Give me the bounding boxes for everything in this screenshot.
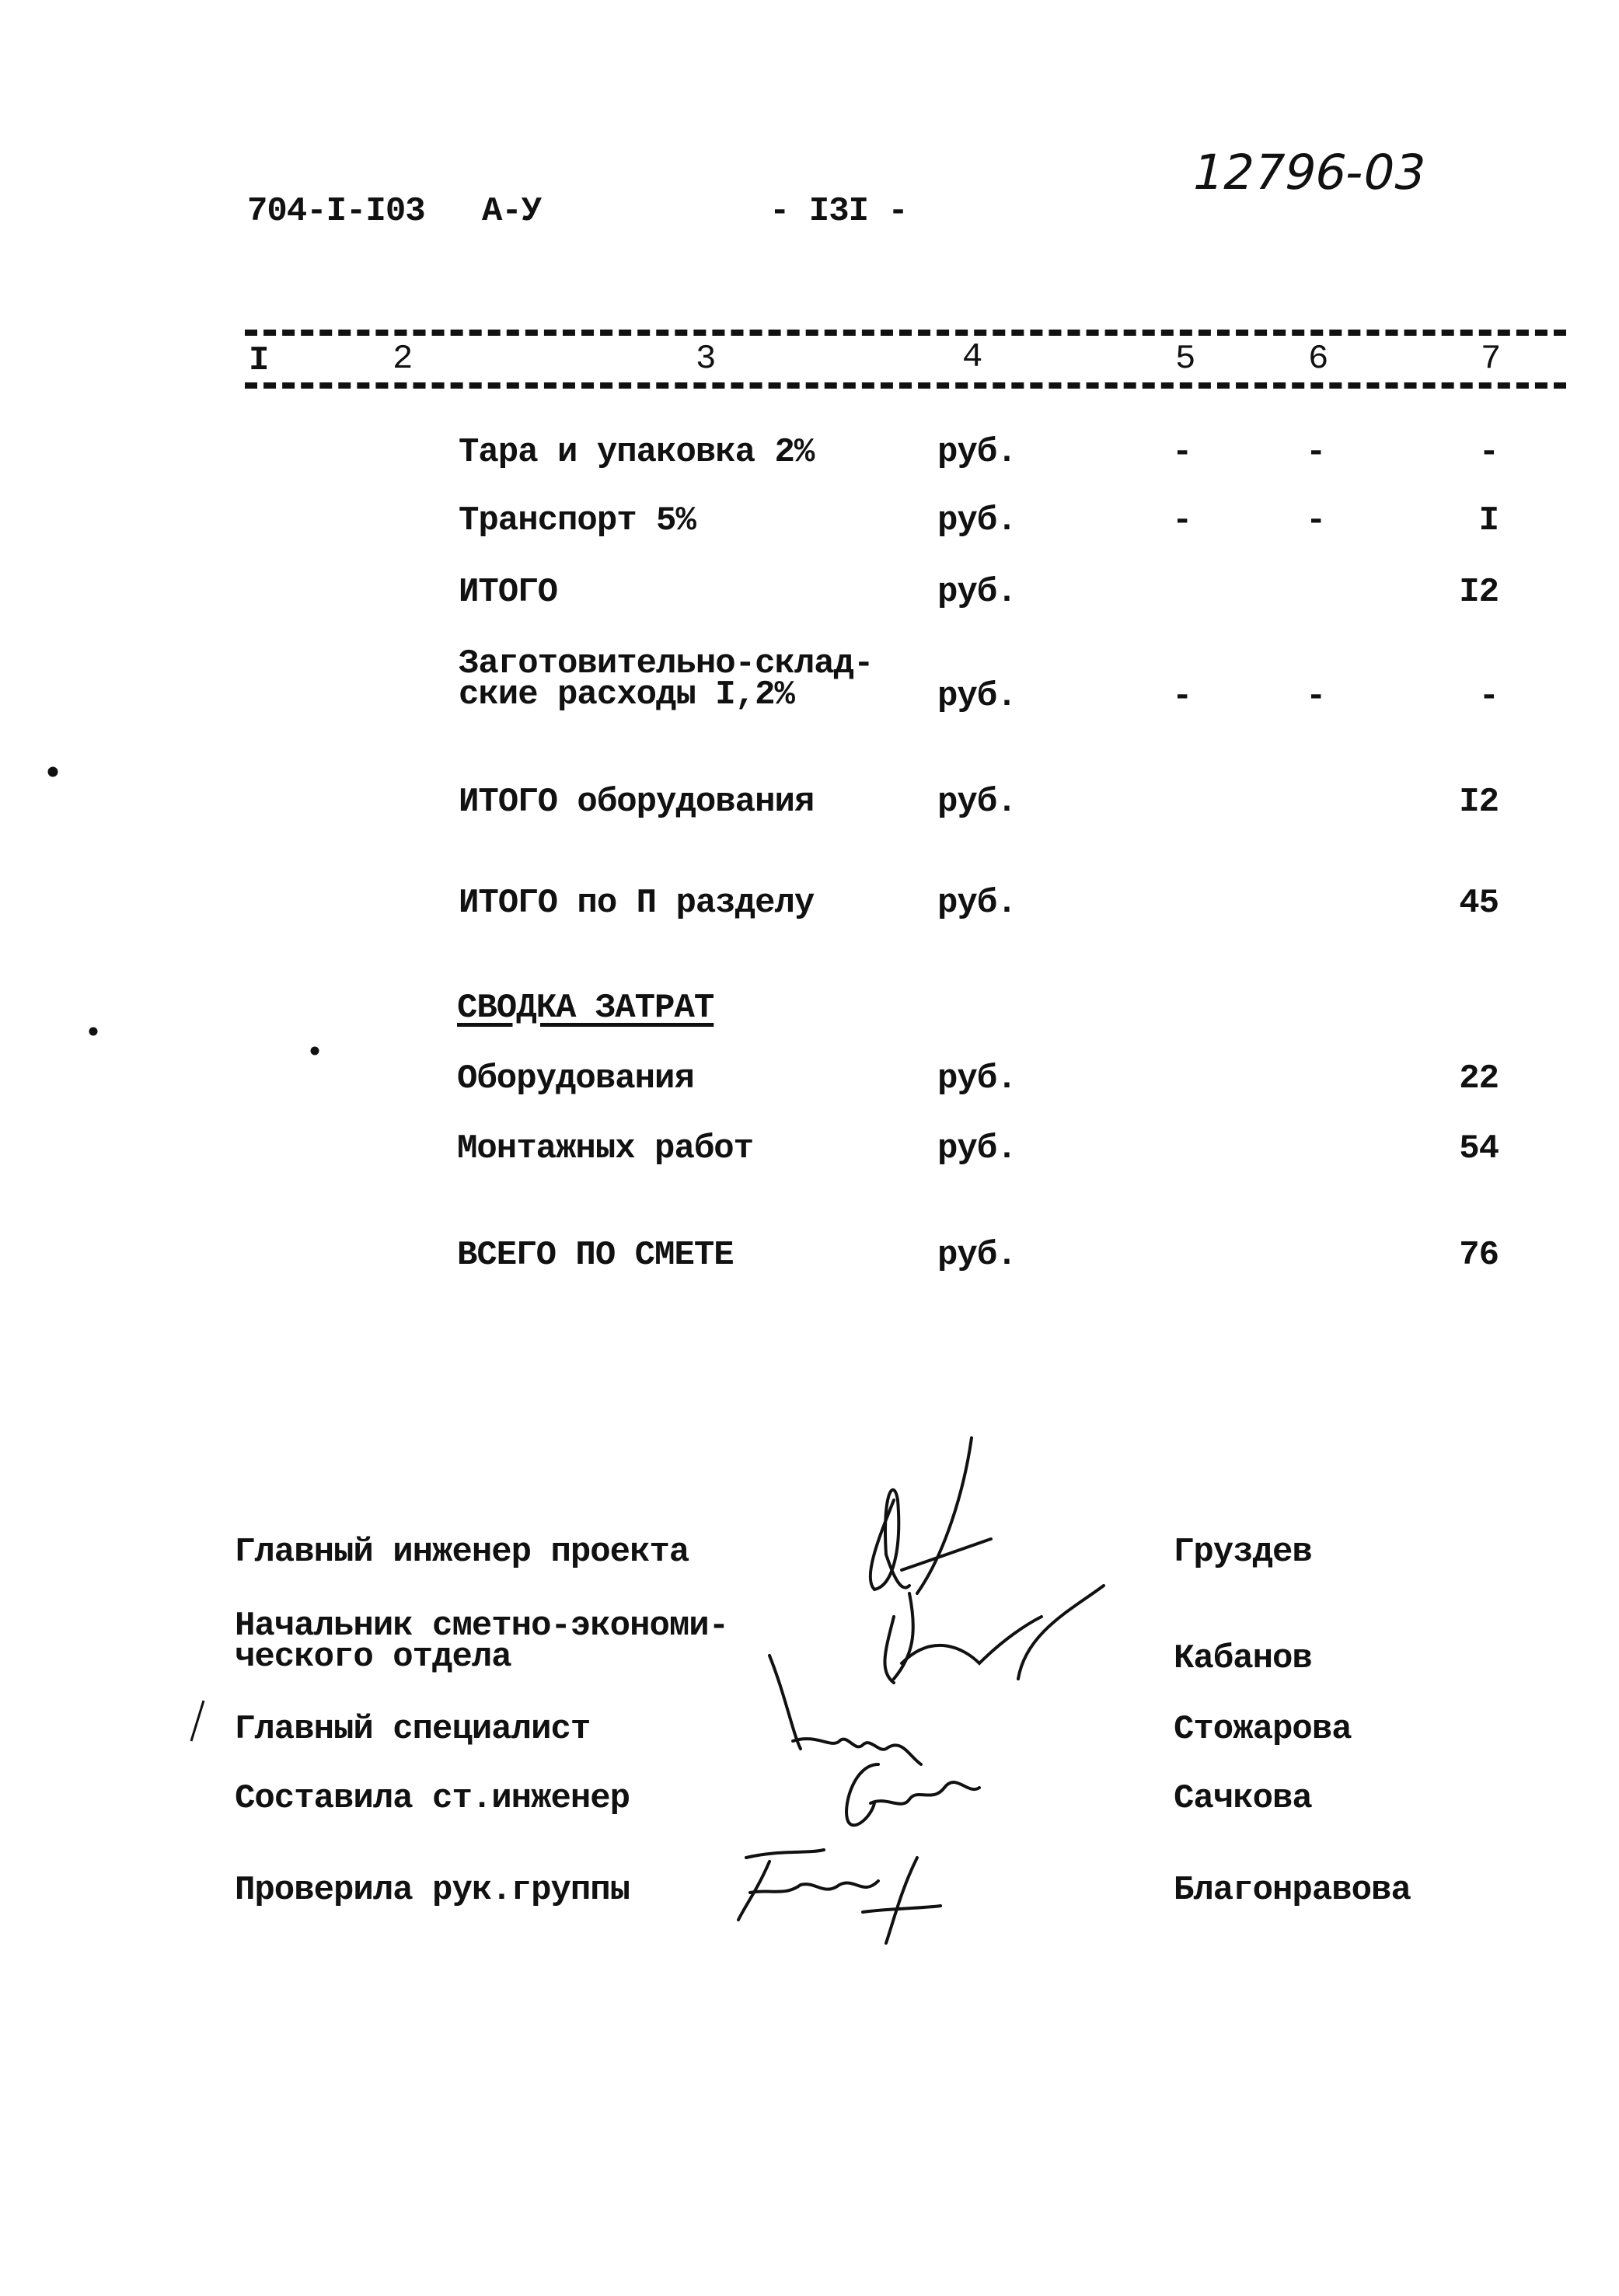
archive-number: 12796-03	[1187, 144, 1432, 201]
row-name: ИТОГО оборудования	[459, 783, 815, 822]
summary-unit: руб.	[937, 1059, 1017, 1098]
row-unit: руб.	[937, 573, 1017, 612]
row-name: ИТОГО по П разделу	[459, 884, 815, 923]
col7-value: 45	[1459, 884, 1499, 923]
column-number: 2	[393, 340, 413, 379]
row-name: Тара и упаковка 2%	[459, 433, 815, 472]
total-name: ВСЕГО ПО СМЕТЕ	[457, 1236, 734, 1275]
column-number: 6	[1308, 340, 1328, 379]
signer-role: Составила ст.инженер	[235, 1779, 630, 1818]
row-unit: руб.	[937, 501, 1017, 540]
col7-value: I2	[1459, 783, 1499, 822]
column-number: 7	[1481, 340, 1501, 379]
signer-role: Проверила рук.группы	[235, 1871, 630, 1910]
col6-value: -	[1306, 501, 1326, 540]
signer-name: Сачкова	[1174, 1779, 1312, 1818]
summary-unit: руб.	[937, 1129, 1017, 1168]
column-number: I	[249, 341, 269, 380]
column-number: 5	[1175, 340, 1195, 379]
col7-value: I	[1478, 501, 1499, 540]
col6-value: -	[1306, 677, 1326, 716]
total-unit: руб.	[937, 1236, 1017, 1275]
summary-value: 22	[1459, 1059, 1499, 1098]
col7-value: -	[1478, 677, 1499, 716]
row-name: Транспорт 5%	[459, 501, 696, 540]
column-number: 3	[696, 340, 716, 379]
album-label: А-У	[482, 192, 542, 231]
col6-value: -	[1306, 433, 1326, 472]
signer-name: Благонравова	[1174, 1871, 1411, 1910]
row-name: ИТОГО	[459, 573, 558, 612]
summary-name: Оборудования	[457, 1059, 694, 1098]
signer-role-line2: ческого отдела	[235, 1638, 511, 1677]
row-name-line1: Заготовительно-склад-	[459, 644, 874, 683]
total-value: 76	[1459, 1236, 1499, 1275]
row-unit: руб.	[937, 884, 1017, 923]
row-unit: руб.	[937, 677, 1017, 716]
signer-name: Кабанов	[1174, 1639, 1312, 1678]
summary-name: Монтажных работ	[457, 1129, 754, 1168]
signer-name: Груздев	[1174, 1533, 1312, 1572]
col5-value: -	[1172, 501, 1192, 540]
document-code: 704-I-I03	[247, 192, 425, 231]
page-number: - I3I -	[769, 192, 908, 231]
signer-role: Главный специалист	[235, 1710, 591, 1749]
summary-value: 54	[1459, 1129, 1499, 1168]
row-name-line2: ские расходы I,2%	[459, 675, 794, 714]
col7-value: -	[1478, 433, 1499, 472]
column-number: 4	[962, 338, 982, 377]
col5-value: -	[1172, 433, 1192, 472]
col5-value: -	[1172, 677, 1192, 716]
summary-title: СВОДКА ЗАТРАТ	[457, 989, 714, 1028]
row-unit: руб.	[937, 433, 1017, 472]
row-unit: руб.	[937, 783, 1017, 822]
signer-role: Главный инженер проекта	[235, 1533, 689, 1572]
signer-name: Стожарова	[1174, 1710, 1352, 1749]
col7-value: I2	[1459, 573, 1499, 612]
signer-role-line1: Начальник сметно-экономи-	[235, 1607, 729, 1645]
